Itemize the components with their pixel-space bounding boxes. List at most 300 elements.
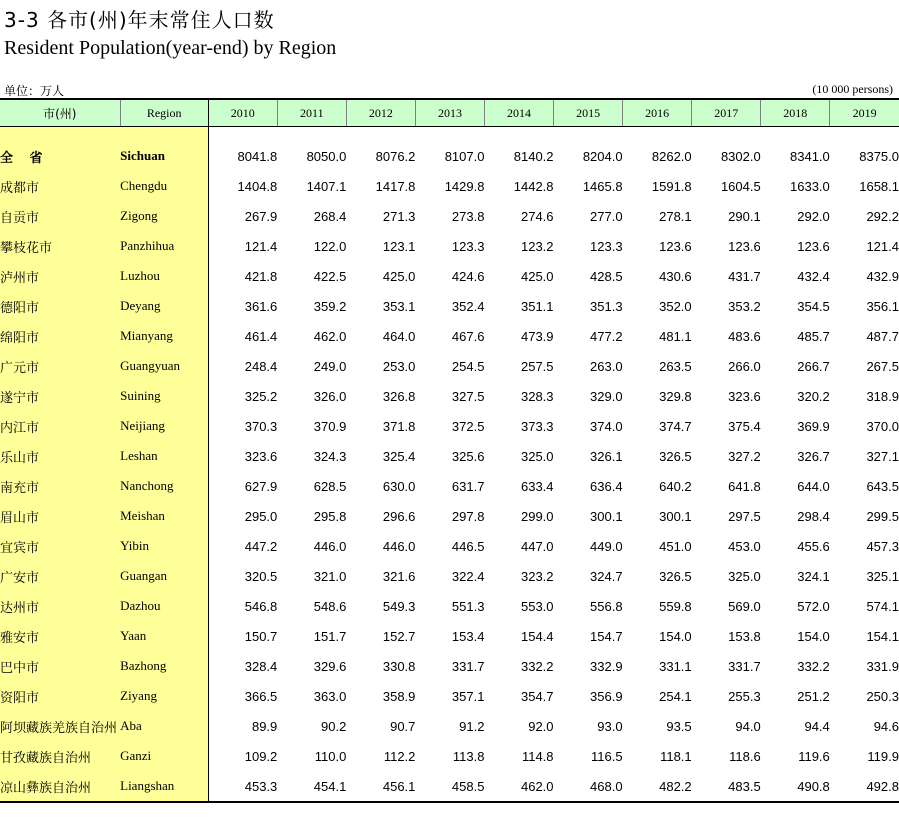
population-value: 425.0 xyxy=(520,268,554,284)
population-value: 325.0 xyxy=(728,568,761,584)
region-name-english: Chengdu xyxy=(120,171,208,201)
population-value: 91.2 xyxy=(459,718,485,734)
population-value: 295.8 xyxy=(313,508,347,524)
population-value: 453.3 xyxy=(208,771,277,802)
population-value: 447.2 xyxy=(244,538,278,554)
table-row xyxy=(0,591,899,621)
population-value: 462.0 xyxy=(313,328,347,344)
region-name-english: Yaan xyxy=(120,621,208,651)
population-value: 453.0 xyxy=(728,538,761,554)
region-name-chinese: 眉山市 xyxy=(0,501,120,531)
population-value: 432.9 xyxy=(866,268,899,284)
population-value: 330.8 xyxy=(382,658,416,674)
population-value: 371.8 xyxy=(382,418,416,434)
population-value: 116.5 xyxy=(591,748,623,764)
population-value: 8107.0 xyxy=(444,148,485,164)
population-value: 454.1 xyxy=(277,771,346,802)
population-value: 326.5 xyxy=(659,568,692,584)
population-value: 123.1 xyxy=(382,238,416,254)
population-value: 352.0 xyxy=(659,298,692,314)
population-value: 271.3 xyxy=(382,208,416,224)
population-value: 325.6 xyxy=(451,448,485,464)
population-value: 1407.1 xyxy=(306,178,347,194)
region-name-chinese: 成都市 xyxy=(0,171,120,201)
table-row xyxy=(0,321,899,351)
population-value: 300.1 xyxy=(590,508,623,524)
population-value: 273.8 xyxy=(451,208,485,224)
region-name-chinese: 广元市 xyxy=(0,351,120,381)
population-value: 462.0 xyxy=(484,771,553,802)
population-value: 482.2 xyxy=(623,771,692,802)
population-value: 299.5 xyxy=(866,508,899,524)
population-value: 473.9 xyxy=(520,328,554,344)
population-value: 366.5 xyxy=(244,688,278,704)
population-value: 1442.8 xyxy=(513,178,554,194)
population-value: 370.0 xyxy=(866,418,899,434)
region-name-chinese: 达州市 xyxy=(0,591,120,621)
population-value: 292.2 xyxy=(866,208,899,224)
region-name-chinese: 自贡市 xyxy=(0,201,120,231)
population-value: 8204.0 xyxy=(582,148,623,164)
population-value: 150.7 xyxy=(244,628,278,644)
population-value: 477.2 xyxy=(590,328,623,344)
population-value: 455.6 xyxy=(797,538,830,554)
population-value: 299.0 xyxy=(520,508,554,524)
population-value: 109.2 xyxy=(244,748,278,764)
population-value: 298.4 xyxy=(797,508,830,524)
population-value: 328.3 xyxy=(520,388,554,404)
population-value: 449.0 xyxy=(590,538,623,554)
population-value: 123.2 xyxy=(520,238,554,254)
table-row xyxy=(0,531,899,561)
population-value: 154.7 xyxy=(590,628,623,644)
header-year: 2015 xyxy=(554,99,623,127)
population-value: 551.3 xyxy=(451,598,485,614)
population-value: 326.1 xyxy=(590,448,623,464)
population-value: 263.5 xyxy=(659,358,692,374)
population-value: 123.6 xyxy=(659,238,692,254)
population-value: 546.8 xyxy=(244,598,278,614)
region-name-chinese: 巴中市 xyxy=(0,651,120,681)
table-row xyxy=(0,471,899,501)
population-value: 89.9 xyxy=(251,718,278,734)
population-value: 636.4 xyxy=(590,478,623,494)
header-year: 2018 xyxy=(761,99,830,127)
population-value: 323.6 xyxy=(244,448,278,464)
header-year: 2012 xyxy=(346,99,415,127)
population-value: 630.0 xyxy=(382,478,416,494)
population-value: 553.0 xyxy=(520,598,554,614)
population-value: 92.0 xyxy=(528,718,554,734)
population-value: 351.3 xyxy=(590,298,623,314)
population-value: 569.0 xyxy=(728,598,761,614)
header-year: 2010 xyxy=(208,99,277,127)
population-value: 123.6 xyxy=(728,238,761,254)
population-value: 329.0 xyxy=(590,388,623,404)
population-value: 549.3 xyxy=(382,598,416,614)
population-value: 363.0 xyxy=(313,688,347,704)
region-name-chinese: 广安市 xyxy=(0,561,120,591)
population-value: 320.5 xyxy=(244,568,278,584)
population-value: 153.8 xyxy=(728,628,761,644)
population-value: 457.3 xyxy=(866,538,899,554)
population-value: 1658.1 xyxy=(859,178,899,194)
population-value: 373.3 xyxy=(520,418,554,434)
header-year: 2017 xyxy=(692,99,761,127)
region-name-english: Deyang xyxy=(120,291,208,321)
population-value: 154.0 xyxy=(659,628,692,644)
population-value: 461.4 xyxy=(244,328,278,344)
population-value: 431.7 xyxy=(728,268,761,284)
population-value: 300.1 xyxy=(659,508,692,524)
table-row xyxy=(0,351,899,381)
population-value: 248.4 xyxy=(244,358,278,374)
population-value: 331.1 xyxy=(659,658,692,674)
population-value: 1429.8 xyxy=(444,178,485,194)
table-row xyxy=(0,651,899,681)
population-value: 483.5 xyxy=(692,771,761,802)
population-value: 640.2 xyxy=(659,478,692,494)
population-value: 326.7 xyxy=(797,448,830,464)
population-value: 154.1 xyxy=(866,628,899,644)
population-value: 253.0 xyxy=(382,358,416,374)
population-value: 464.0 xyxy=(382,328,416,344)
region-name-english: Nanchong xyxy=(120,471,208,501)
population-value: 122.0 xyxy=(313,238,347,254)
table-row xyxy=(0,771,899,802)
population-value: 90.2 xyxy=(321,718,347,734)
population-value: 451.0 xyxy=(659,538,692,554)
population-value: 328.4 xyxy=(244,658,278,674)
region-name-english: Liangshan xyxy=(120,771,208,802)
population-value: 353.2 xyxy=(728,298,761,314)
population-value: 356.9 xyxy=(590,688,623,704)
population-value: 94.0 xyxy=(735,718,761,734)
population-value: 8041.8 xyxy=(237,148,278,164)
header-region-chinese: 市(州) xyxy=(0,99,120,127)
population-value: 266.7 xyxy=(797,358,830,374)
population-value: 94.4 xyxy=(804,718,830,734)
population-value: 292.0 xyxy=(797,208,830,224)
population-value: 297.5 xyxy=(728,508,761,524)
population-value: 278.1 xyxy=(659,208,692,224)
population-value: 483.6 xyxy=(728,328,761,344)
population-value: 446.0 xyxy=(313,538,347,554)
population-value: 320.2 xyxy=(797,388,830,404)
population-value: 359.2 xyxy=(313,298,347,314)
population-value: 90.7 xyxy=(390,718,416,734)
population-value: 374.7 xyxy=(659,418,692,434)
table-row xyxy=(0,501,899,531)
population-value: 421.8 xyxy=(244,268,278,284)
region-name-chinese: 资阳市 xyxy=(0,681,120,711)
population-value: 8050.0 xyxy=(306,148,347,164)
table-header-row xyxy=(0,99,899,127)
region-name-chinese: 宜宾市 xyxy=(0,531,120,561)
table-row-total xyxy=(0,141,899,171)
region-name-english: Luzhou xyxy=(120,261,208,291)
population-value: 485.7 xyxy=(797,328,830,344)
population-value: 1591.8 xyxy=(651,178,692,194)
population-value: 277.0 xyxy=(590,208,623,224)
region-name-english: Guangyuan xyxy=(120,351,208,381)
population-value: 458.5 xyxy=(415,771,484,802)
population-value: 8262.0 xyxy=(651,148,692,164)
population-value: 325.0 xyxy=(520,448,554,464)
population-value: 572.0 xyxy=(797,598,830,614)
population-value: 633.4 xyxy=(520,478,554,494)
population-value: 327.1 xyxy=(866,448,899,464)
region-name-english: Yibin xyxy=(120,531,208,561)
population-value: 324.3 xyxy=(313,448,347,464)
region-name-chinese: 乐山市 xyxy=(0,441,120,471)
header-year: 2016 xyxy=(623,99,692,127)
table-row xyxy=(0,381,899,411)
region-name-chinese: 攀枝花市 xyxy=(0,231,120,261)
population-value: 113.8 xyxy=(452,748,485,764)
population-value: 8375.0 xyxy=(859,148,899,164)
table-row xyxy=(0,681,899,711)
population-value: 456.1 xyxy=(346,771,415,802)
population-value: 8341.0 xyxy=(790,148,830,164)
population-value: 354.7 xyxy=(520,688,554,704)
spacer-row xyxy=(0,127,899,142)
population-value: 628.5 xyxy=(313,478,347,494)
population-value: 118.6 xyxy=(729,748,761,764)
population-value: 372.5 xyxy=(451,418,485,434)
population-value: 357.1 xyxy=(451,688,485,704)
region-name-english: Aba xyxy=(120,711,208,741)
population-value: 110.0 xyxy=(314,748,347,764)
population-value: 318.9 xyxy=(866,388,899,404)
region-name-english: Bazhong xyxy=(120,651,208,681)
table-row xyxy=(0,231,899,261)
population-value: 295.0 xyxy=(244,508,278,524)
population-value: 152.7 xyxy=(382,628,416,644)
page-title-chinese: 3-3 各市(州)年末常住人口数 xyxy=(4,8,275,32)
population-value: 487.7 xyxy=(866,328,899,344)
region-name-chinese: 绵阳市 xyxy=(0,321,120,351)
population-value: 121.4 xyxy=(244,238,278,254)
population-value: 446.0 xyxy=(382,538,416,554)
population-value: 1633.0 xyxy=(790,178,830,194)
region-name-chinese: 内江市 xyxy=(0,411,120,441)
region-name-chinese: 全 省 xyxy=(0,141,120,171)
population-value: 574.1 xyxy=(866,598,899,614)
population-value: 268.4 xyxy=(313,208,347,224)
region-name-english: Suining xyxy=(120,381,208,411)
population-value: 641.8 xyxy=(728,478,761,494)
unit-label-chinese: 单位：万人 xyxy=(4,84,65,98)
region-name-english: Neijiang xyxy=(120,411,208,441)
population-value: 119.9 xyxy=(867,748,899,764)
population-value: 447.0 xyxy=(520,538,554,554)
population-value: 257.5 xyxy=(520,358,554,374)
page-title-english: Resident Population(year-end) by Region xyxy=(4,37,337,59)
region-name-chinese: 德阳市 xyxy=(0,291,120,321)
population-value: 324.7 xyxy=(590,568,623,584)
table-body xyxy=(0,127,899,803)
population-value: 93.0 xyxy=(597,718,623,734)
population-value: 329.8 xyxy=(659,388,692,404)
population-value: 369.9 xyxy=(797,418,830,434)
unit-label-english: (10 000 persons) xyxy=(812,82,893,96)
population-value: 375.4 xyxy=(728,418,761,434)
region-name-chinese: 雅安市 xyxy=(0,621,120,651)
population-value: 326.8 xyxy=(382,388,416,404)
population-value: 481.1 xyxy=(659,328,692,344)
population-value: 326.5 xyxy=(659,448,692,464)
population-value: 254.1 xyxy=(659,688,692,704)
population-value: 121.4 xyxy=(866,238,899,254)
region-name-english: Leshan xyxy=(120,441,208,471)
population-value: 358.9 xyxy=(382,688,416,704)
population-value: 94.6 xyxy=(873,718,899,734)
population-value: 430.6 xyxy=(659,268,692,284)
population-value: 1417.8 xyxy=(375,178,416,194)
population-value: 321.0 xyxy=(313,568,347,584)
population-value: 263.0 xyxy=(590,358,623,374)
population-table xyxy=(0,98,899,803)
population-value: 123.3 xyxy=(451,238,485,254)
population-value: 255.3 xyxy=(728,688,761,704)
population-value: 290.1 xyxy=(728,208,761,224)
population-value: 422.5 xyxy=(313,268,347,284)
population-value: 123.3 xyxy=(590,238,623,254)
region-name-chinese: 凉山彝族自治州 xyxy=(0,771,120,802)
table-row xyxy=(0,621,899,651)
population-value: 492.8 xyxy=(830,771,899,802)
population-value: 361.6 xyxy=(244,298,278,314)
population-value: 332.2 xyxy=(520,658,554,674)
population-value: 322.4 xyxy=(451,568,485,584)
population-value: 424.6 xyxy=(451,268,485,284)
population-value: 266.0 xyxy=(728,358,761,374)
population-value: 352.4 xyxy=(451,298,485,314)
population-value: 332.2 xyxy=(797,658,830,674)
region-name-english: Guangan xyxy=(120,561,208,591)
population-value: 297.8 xyxy=(451,508,485,524)
region-name-chinese: 遂宁市 xyxy=(0,381,120,411)
region-name-english: Ganzi xyxy=(120,741,208,771)
region-name-chinese: 甘孜藏族自治州 xyxy=(0,741,120,771)
population-value: 370.3 xyxy=(244,418,278,434)
population-value: 327.5 xyxy=(451,388,485,404)
population-value: 1604.5 xyxy=(720,178,761,194)
population-value: 644.0 xyxy=(797,478,830,494)
population-value: 323.2 xyxy=(520,568,554,584)
region-name-chinese: 泸州市 xyxy=(0,261,120,291)
header-year: 2013 xyxy=(415,99,484,127)
region-name-english: Meishan xyxy=(120,501,208,531)
population-value: 374.0 xyxy=(590,418,623,434)
population-value: 353.1 xyxy=(382,298,416,314)
population-value: 556.8 xyxy=(590,598,623,614)
population-value: 327.2 xyxy=(728,448,761,464)
population-value: 468.0 xyxy=(554,771,623,802)
population-value: 331.7 xyxy=(451,658,485,674)
population-value: 153.4 xyxy=(451,628,485,644)
population-value: 8140.2 xyxy=(513,148,554,164)
population-value: 1465.8 xyxy=(582,178,623,194)
table-row xyxy=(0,741,899,771)
header-year: 2011 xyxy=(277,99,346,127)
population-value: 118.1 xyxy=(660,748,692,764)
population-value: 354.5 xyxy=(797,298,830,314)
population-value: 254.5 xyxy=(451,358,485,374)
population-value: 119.6 xyxy=(798,748,830,764)
region-name-chinese: 南充市 xyxy=(0,471,120,501)
population-value: 326.0 xyxy=(313,388,347,404)
population-value: 425.0 xyxy=(382,268,416,284)
region-name-english: Sichuan xyxy=(120,141,208,171)
population-value: 93.5 xyxy=(666,718,692,734)
table-row xyxy=(0,171,899,201)
population-value: 324.1 xyxy=(797,568,830,584)
table-row xyxy=(0,441,899,471)
population-value: 329.6 xyxy=(313,658,347,674)
region-name-english: Ziyang xyxy=(120,681,208,711)
population-value: 627.9 xyxy=(244,478,278,494)
header-year: 2019 xyxy=(830,99,899,127)
population-value: 267.5 xyxy=(866,358,899,374)
population-value: 250.3 xyxy=(866,688,899,704)
population-value: 112.2 xyxy=(383,748,416,764)
region-name-chinese: 阿坝藏族羌族自治州 xyxy=(0,711,120,741)
population-value: 331.9 xyxy=(866,658,899,674)
population-value: 154.4 xyxy=(520,628,554,644)
population-value: 249.0 xyxy=(313,358,347,374)
table-row xyxy=(0,261,899,291)
header-year: 2014 xyxy=(484,99,553,127)
population-value: 643.5 xyxy=(866,478,899,494)
table-row xyxy=(0,201,899,231)
table-row xyxy=(0,411,899,441)
population-value: 332.9 xyxy=(590,658,623,674)
population-value: 251.2 xyxy=(797,688,830,704)
region-name-english: Panzhihua xyxy=(120,231,208,261)
population-value: 1404.8 xyxy=(237,178,278,194)
population-value: 428.5 xyxy=(590,268,623,284)
table-row xyxy=(0,561,899,591)
population-value: 325.4 xyxy=(382,448,416,464)
population-value: 323.6 xyxy=(728,388,761,404)
population-value: 548.6 xyxy=(313,598,347,614)
population-value: 559.8 xyxy=(659,598,692,614)
population-value: 351.1 xyxy=(520,298,554,314)
population-value: 490.8 xyxy=(761,771,830,802)
population-value: 321.6 xyxy=(382,568,416,584)
population-value: 467.6 xyxy=(451,328,485,344)
population-value: 446.5 xyxy=(451,538,485,554)
region-name-english: Dazhou xyxy=(120,591,208,621)
region-name-english: Mianyang xyxy=(120,321,208,351)
population-value: 8076.2 xyxy=(375,148,416,164)
population-value: 274.6 xyxy=(520,208,554,224)
population-value: 154.0 xyxy=(797,628,830,644)
population-value: 370.9 xyxy=(313,418,347,434)
table-row xyxy=(0,711,899,741)
region-name-english: Zigong xyxy=(120,201,208,231)
population-value: 114.8 xyxy=(521,748,554,764)
population-value: 123.6 xyxy=(797,238,830,254)
population-value: 151.7 xyxy=(313,628,347,644)
population-value: 267.9 xyxy=(244,208,278,224)
population-value: 296.6 xyxy=(382,508,416,524)
population-value: 432.4 xyxy=(797,268,830,284)
population-value: 325.1 xyxy=(866,568,899,584)
population-value: 631.7 xyxy=(451,478,485,494)
